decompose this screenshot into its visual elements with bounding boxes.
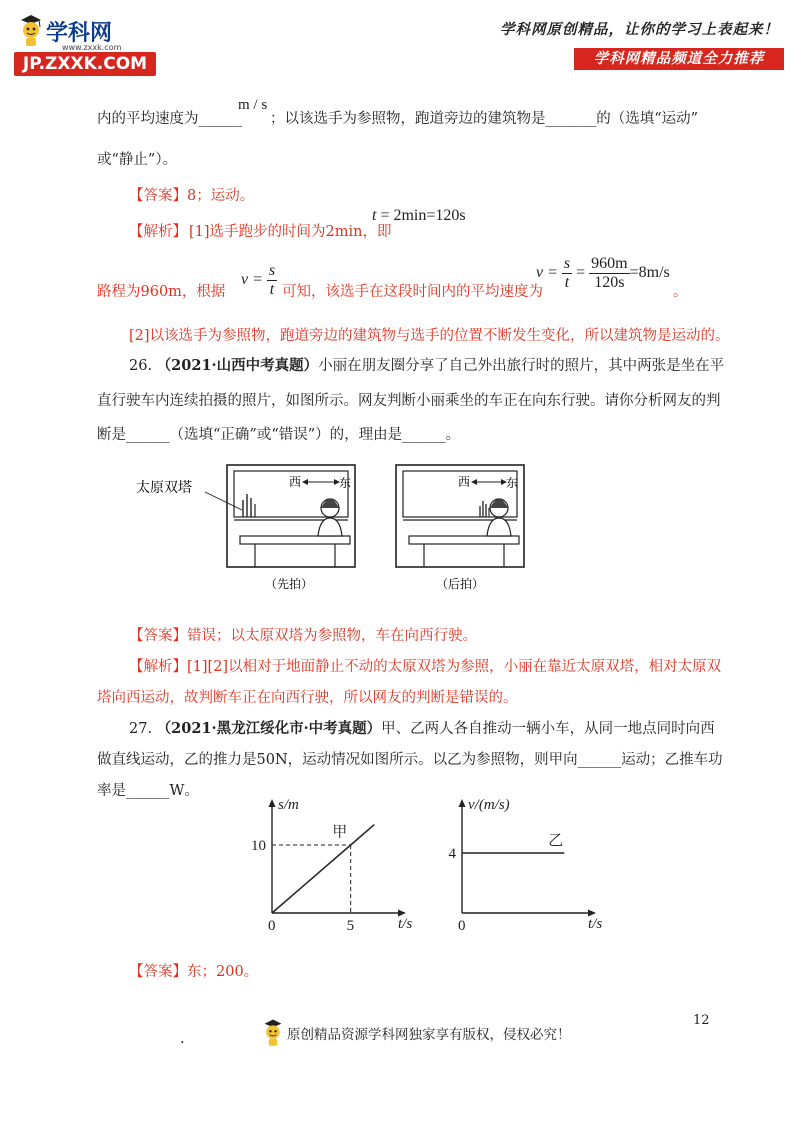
avg-frac-s: s <box>563 255 571 272</box>
q27-number: 27. <box>129 721 153 737</box>
series-label: 乙 <box>548 833 564 849</box>
q27-line3: 率是______W。 <box>97 783 199 799</box>
q25-line1b: ；以该选手为参照物，跑道旁边的建筑物是_______的（选填“运动” <box>270 111 699 127</box>
header-slogan: 学科网原创精品，让你的学习上表起来！ <box>500 21 779 38</box>
caption-first: （先拍） <box>265 577 314 591</box>
frac-960: 960m <box>591 255 628 272</box>
header <box>0 0 800 80</box>
west-label-2: 西 <box>458 475 471 489</box>
q25-period: 。 <box>673 284 688 300</box>
q26-analysis-1: 【解析】[1][2]以相对于地面静止不动的太原双塔为参照，小丽在靠近太原双塔，相对太原双 <box>129 659 722 675</box>
q25-analysis-2a: 路程为960m，根据 <box>97 284 226 300</box>
q26-answer: 【答案】错误；以太原双塔为参照物，车在向西行驶。 <box>129 628 477 644</box>
x-axis-label: t/s <box>588 916 603 932</box>
logo-domain: JP.ZXXK.COM <box>14 52 156 76</box>
logo-name: 学科网 <box>46 21 113 46</box>
photo-after <box>396 465 524 591</box>
q26-source: （2021·山西中考真题） <box>156 357 319 374</box>
q25-analysis-1: [1]选手跑步的时间为2min，即 <box>189 224 392 240</box>
frac-120: 120s <box>594 274 625 291</box>
footer-copyright: 原创精品资源学科网独家享有版权，侵权必究！ <box>287 1027 571 1043</box>
q27-source: （2021·黑龙江绥化市·中考真题） <box>156 720 382 737</box>
series-line <box>272 825 374 913</box>
frac-t: t <box>269 281 275 298</box>
east-label-2: 东 <box>506 476 519 490</box>
q27-line1 <box>129 719 715 739</box>
header-channel: 学科网精品频道全力推荐 <box>574 48 784 70</box>
graph-v-t <box>430 795 603 940</box>
avg-frac-numbers <box>589 255 629 292</box>
y-axis-arrow <box>459 799 466 807</box>
y-axis-label: s/m <box>278 797 299 813</box>
frac-s: s <box>268 262 276 279</box>
x-tick-label: 0 <box>268 918 276 934</box>
east-label: 东 <box>339 476 352 490</box>
logo-sub: www.zxxk.com <box>62 43 122 52</box>
direction-arrow-icon <box>302 479 340 485</box>
mascot-icon <box>18 14 44 48</box>
x-tick-label: 0 <box>458 918 466 934</box>
q25-analysis-3: [2]以该选手为参照物，跑道旁边的建筑物与选手的位置不断发生变化，所以建筑物是运动的。 <box>129 328 730 344</box>
q26-line1 <box>129 356 724 376</box>
q25-answer: 【答案】8；运动。 <box>129 188 255 204</box>
avg-frac-t: t <box>564 274 570 291</box>
q26-number: 26. <box>129 358 153 374</box>
direction-arrow-icon <box>471 479 507 485</box>
q26-figure <box>130 460 530 595</box>
q25-analysis-label: 【解析】 <box>129 224 187 240</box>
q25-unit: m / s <box>238 97 268 113</box>
q25-frac-st <box>267 262 277 299</box>
q26-text-1: 小丽在朋友圈分享了自己外出旅行时的照片，其中两张是坐在平 <box>318 358 725 374</box>
q25-line2: 或“静止”）。 <box>97 152 178 168</box>
footer <box>0 1005 800 1065</box>
page-number: 12 <box>693 1013 710 1028</box>
q25-time-eq: t = 2min=120s <box>372 207 466 224</box>
q25-v-lhs: v = <box>241 271 263 289</box>
q25-time-eq-rest: = 2min=120s <box>376 207 466 224</box>
tower-label: 太原双塔 <box>136 480 192 496</box>
west-label: 西 <box>289 475 302 489</box>
caption-after: （后拍） <box>436 577 485 591</box>
q25-analysis-2b: 可知，该选手在这段时间内的平均速度为 <box>282 284 543 300</box>
q26-line3: 断是______（选填“正确”或“错误”）的，理由是______。 <box>97 427 461 443</box>
mascot-icon <box>262 1017 284 1049</box>
x-axis-label: t/s <box>398 916 413 932</box>
photo-first <box>136 465 355 591</box>
x-tick-label: 5 <box>346 918 355 934</box>
q27-answer: 【答案】东；200。 <box>129 964 259 980</box>
footer-dot: . <box>180 1031 185 1047</box>
q27-line2: 做直线运动，乙的推力是50N，运动情况如图所示。以乙为参照物，则甲向______运动；乙推车功 <box>97 752 723 768</box>
y-tick-label: 10 <box>251 838 266 854</box>
avg-result: =8m/s <box>629 264 670 282</box>
q26-analysis-2: 塔向西运动，故判断车正在向西行驶，所以网友的判断是错误的。 <box>97 690 518 706</box>
series-label: 甲 <box>332 824 348 841</box>
q27-text-1: 甲、乙两人各自推动一辆小车，从同一地点同时向西 <box>381 721 715 737</box>
y-axis-arrow <box>269 799 276 807</box>
twin-towers-icon <box>480 501 489 517</box>
y-tick-label: 4 <box>448 846 456 862</box>
q26-line2: 直行驶车内连续拍摄的照片，如图所示。网友判断小丽乘坐的车正在向东行驶。请你分析网友的判 <box>97 393 721 409</box>
graph-s-t <box>240 795 413 940</box>
twin-towers-icon <box>243 494 255 517</box>
q25-formula-v <box>241 262 277 299</box>
y-axis-label: v/(m/s) <box>468 797 510 813</box>
q25-line1a: 内的平均速度为______ <box>97 111 242 127</box>
q25-formula-avg: v = $\frac{s}{t}$ = $\frac{960m}{120s}$ =8m/s <box>536 255 670 291</box>
avg-v-lhs: v = <box>536 264 558 282</box>
avg-frac-st <box>562 255 572 292</box>
